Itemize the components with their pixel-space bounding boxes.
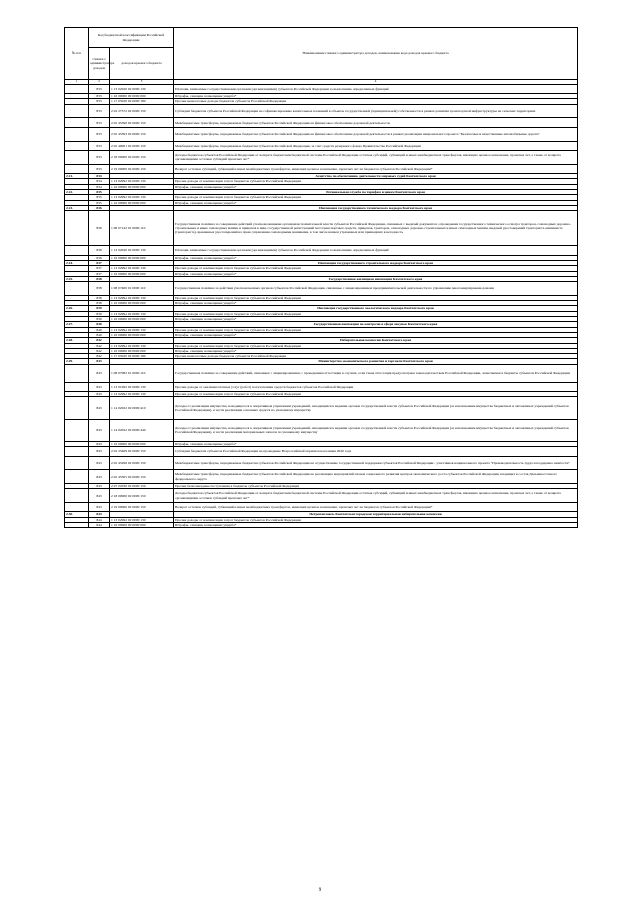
admin-code: 836 bbox=[89, 205, 110, 210]
admin-code: 836 bbox=[89, 211, 110, 246]
admin-code: 834 bbox=[89, 174, 110, 179]
table-row bbox=[65, 397, 578, 419]
revenue-code: 1 13 02992 02 0000 130 bbox=[110, 195, 174, 200]
revenue-name: Прочие доходы от компенсации затрат бюджетов субъектов Российской Федерации bbox=[174, 266, 578, 271]
admin-code: 843 bbox=[89, 382, 110, 391]
revenue-code: 1 14 02022 02 0000 440 bbox=[110, 419, 174, 441]
admin-code: 833 bbox=[89, 118, 110, 127]
revenue-name: Межбюджетные трансферты, передаваемые бюджетам субъектов Российской Федерации на финансовое обеспечение дорожной деятельности bbox=[174, 118, 578, 127]
table-row bbox=[65, 489, 578, 503]
row-number: 2.27. bbox=[65, 322, 89, 327]
revenue-code: 1 16 00000 00 0000 000 bbox=[110, 301, 174, 306]
table-header bbox=[65, 28, 578, 85]
admin-code: 833 bbox=[89, 150, 110, 164]
admin-code: 844 bbox=[89, 512, 110, 517]
revenue-name: Штрафы, санкции, возмещение ущерба* bbox=[174, 200, 578, 205]
revenue-code: 2 18 00000 02 0000 150 bbox=[110, 150, 174, 164]
column-number: 2 bbox=[89, 80, 110, 85]
revenue-name: Прочие доходы от компенсации затрат бюджетов субъектов Российской Федерации bbox=[174, 311, 578, 316]
admin-code: 843 bbox=[89, 503, 110, 512]
admin-code: 836 bbox=[89, 246, 110, 255]
admin-code: 843 bbox=[89, 364, 110, 382]
revenue-code: 1 13 02992 02 0000 130 bbox=[110, 266, 174, 271]
row-number: 2.24. bbox=[65, 260, 89, 265]
revenue-code: 1 13 01992 02 0000 130 bbox=[110, 382, 174, 391]
row-number bbox=[65, 104, 89, 118]
column-number: 4 bbox=[174, 80, 578, 85]
revenue-name: Прочие доходы от компенсации затрат бюджетов субъектов Российской Федерации bbox=[174, 179, 578, 184]
admin-code: 833 bbox=[89, 164, 110, 173]
revenue-name: Избирательная комиссия Камчатского края bbox=[174, 338, 578, 343]
revenue-name: Штрафы, санкции, возмещение ущерба* bbox=[174, 271, 578, 276]
admin-code: 842 bbox=[89, 354, 110, 359]
revenue-name: Государственная инспекция по контролю в сфере закупок Камчатского края bbox=[174, 322, 578, 327]
table-row bbox=[65, 84, 578, 93]
admin-code: 838 bbox=[89, 301, 110, 306]
admin-code: 833 bbox=[89, 94, 110, 99]
admin-code: 833 bbox=[89, 127, 110, 141]
row-number bbox=[65, 127, 89, 141]
header-number: № п/п bbox=[65, 28, 89, 80]
table-row bbox=[65, 364, 578, 382]
revenue-code: 2 02 45393 02 0000 150 bbox=[110, 127, 174, 141]
column-number: 1 bbox=[65, 80, 89, 85]
revenue-name: Межбюджетные трансферты, передаваемые бюджетам субъектов Российской Федерации на финансовое обеспечение дорожной деятельности в рамках реализации национального проекта "Безопасные и качественные автомобильные дороги" bbox=[174, 127, 578, 141]
row-number bbox=[65, 382, 89, 391]
row-number bbox=[65, 523, 89, 528]
admin-code: 843 bbox=[89, 484, 110, 489]
revenue-code: 1 16 00000 00 0000 000 bbox=[110, 200, 174, 205]
revenue-name: Штрафы, санкции, возмещение ущерба* bbox=[174, 441, 578, 446]
table-row bbox=[65, 382, 578, 391]
revenue-code: 1 13 02992 02 0000 130 bbox=[110, 295, 174, 300]
admin-code: 842 bbox=[89, 348, 110, 353]
admin-code: 843 bbox=[89, 392, 110, 397]
revenue-table bbox=[64, 27, 578, 528]
revenue-name: Возврат остатков субсидий, субвенций и иных межбюджетных трансфертов, имеющих целевое назначение, прошлых лет из бюджетов субъектов Российской Федерации* bbox=[174, 503, 578, 512]
row-number bbox=[65, 211, 89, 246]
revenue-code: 1 13 02020 02 0000 130 bbox=[110, 84, 174, 93]
admin-code: 837 bbox=[89, 271, 110, 276]
row-number bbox=[65, 84, 89, 93]
revenue-code: 1 13 02992 02 0000 130 bbox=[110, 343, 174, 348]
revenue-name: Доходы от реализации имущества, находящегося в оперативном управлении учреждений, находящихся в ведении органов государственной власти субъектов Российской Федерации (за исключением имущества бюджетных и автономных учреждений субъектов Российской Федерации), в части реализации основных средств по указанному имуществу bbox=[174, 397, 578, 419]
revenue-name: Субсидии бюджетам субъектов Российской Федерации на софинансирование капитальных вложений в объекты государственной (муниципальной) собственности в рамках развития транспортной инфраструктуры на сельских территориях bbox=[174, 104, 578, 118]
admin-code: 839 bbox=[89, 306, 110, 311]
row-number: 2.30. bbox=[65, 512, 89, 517]
page-number: 9 bbox=[318, 888, 322, 893]
table-row bbox=[65, 141, 578, 150]
revenue-name: Государственная пошлина за действия уполномоченных органов субъектов Российской Федерации, связанные с лицензированием предпринимательской деятельности по управлению многоквартирными домами bbox=[174, 282, 578, 296]
revenue-name: Агентство по обеспечению деятельности мировых судей Камчатского края bbox=[174, 174, 578, 179]
revenue-code: 1 08 07400 01 0000 110 bbox=[110, 282, 174, 296]
header-admin: главного администратора доходов bbox=[89, 48, 110, 80]
admin-code: 844 bbox=[89, 523, 110, 528]
header-revenue: доходов краевого бюджета bbox=[110, 48, 174, 80]
row-number: 2.21. bbox=[65, 174, 89, 179]
row-number bbox=[65, 419, 89, 441]
table-row bbox=[65, 150, 578, 164]
revenue-name: Доходы бюджетов субъектов Российской Федерации от возврата бюджетами бюджетной системы Российской Федерации остатков субсидий, субвенций и иных межбюджетных трансфертов, имеющих целевое назначение, прошлых лет, а также от возврата организациями остатков субсидий прошлых лет* bbox=[174, 489, 578, 503]
revenue-code: 1 16 00000 00 0000 000 bbox=[110, 441, 174, 446]
revenue-name: Штрафы, санкции, возмещение ущерба* bbox=[174, 94, 578, 99]
revenue-code: 2 02 25469 02 0000 150 bbox=[110, 447, 174, 456]
revenue-name: Прочие неналоговые доходы бюджетов субъектов Российской Федерации bbox=[174, 99, 578, 104]
revenue-name: Штрафы, санкции, возмещение ущерба* bbox=[174, 184, 578, 189]
revenue-name: Инспекция государственного экологического надзора Камчатского края bbox=[174, 306, 578, 311]
revenue-name: Прочие безвозмездные поступления в бюджеты субъектов Российской Федерации bbox=[174, 484, 578, 489]
row-number bbox=[65, 503, 89, 512]
revenue-code: 2 18 00000 02 0000 150 bbox=[110, 489, 174, 503]
revenue-code: 1 08 07142 01 0000 110 bbox=[110, 211, 174, 246]
row-number: 2.28. bbox=[65, 338, 89, 343]
revenue-name: Государственная жилищная инспекция Камчатского края bbox=[174, 276, 578, 281]
table-row bbox=[65, 127, 578, 141]
admin-code: 835 bbox=[89, 200, 110, 205]
admin-code: 839 bbox=[89, 317, 110, 322]
revenue-code: 2 02 45296 02 0000 150 bbox=[110, 456, 174, 470]
admin-code: 840 bbox=[89, 322, 110, 327]
table-row bbox=[65, 118, 578, 127]
row-number: 2.25. bbox=[65, 276, 89, 281]
revenue-name: Прочие доходы от компенсации затрат бюджетов субъектов Российской Федерации bbox=[174, 343, 578, 348]
admin-code: 843 bbox=[89, 456, 110, 470]
revenue-code: 1 16 00000 00 0000 000 bbox=[110, 255, 174, 260]
admin-code: 837 bbox=[89, 266, 110, 271]
admin-code: 838 bbox=[89, 276, 110, 281]
header-name: Наименование главного администратора доходов, наименование кода доходов краевого бюджета bbox=[174, 28, 578, 80]
admin-code: 843 bbox=[89, 441, 110, 446]
revenue-name: Штрафы, санкции, возмещение ущерба* bbox=[174, 332, 578, 337]
table-row bbox=[65, 104, 578, 118]
revenue-code: 2 19 00000 02 0000 150 bbox=[110, 164, 174, 173]
admin-code: 843 bbox=[89, 419, 110, 441]
row-number bbox=[65, 364, 89, 382]
admin-code: 843 bbox=[89, 489, 110, 503]
revenue-name: Государственная пошлина за совершение действий, связанных с лицензированием, с проведением аттестации в случаях, если такая аттестация предусмотрена законодательством Российской Федерации, зачисляемая в бюджеты субъектов Российской Федерации bbox=[174, 364, 578, 382]
row-number bbox=[65, 118, 89, 127]
admin-code: 838 bbox=[89, 295, 110, 300]
revenue-name: Прочие доходы от оказания платных услуг (работ) получателями средств бюджетов субъектов Российской Федерации bbox=[174, 382, 578, 391]
revenue-code: 1 13 02992 02 0000 130 bbox=[110, 311, 174, 316]
revenue-name: Прочие неналоговые доходы бюджетов субъектов Российской Федерации bbox=[174, 354, 578, 359]
revenue-code: 1 17 05020 02 0000 180 bbox=[110, 99, 174, 104]
revenue-name: Прочие доходы от компенсации затрат бюджетов субъектов Российской Федерации bbox=[174, 517, 578, 522]
table-row bbox=[65, 523, 578, 528]
revenue-name: Государственная пошлина за совершение действий уполномоченными органами исполнительной власти субъектов Российской Федерации, связанных с выдачей документов о проведении государственного технического осмотра тракторов, самоходных дорожно-строительных и иных самоходных машин и прицепов к ним, государственной регистрацией мототранспортных средств, прицепов, тракторов, самоходных дорожно-строительных и иных самоходных машин, выдачей удостоверений тракториста-машиниста (тракториста), временных удостоверений на право управления самоходными машинами, в том числе взамен утраченных или пришедших в негодность bbox=[174, 211, 578, 246]
revenue-name: Межбюджетные трансферты, передаваемые бюджетам субъектов Российской Федерации, за счет средств резервного фонда Правительства Российской Федерации bbox=[174, 141, 578, 150]
revenue-code: 1 13 02992 02 0000 130 bbox=[110, 392, 174, 397]
revenue-name: Штрафы, санкции, возмещение ущерба* bbox=[174, 523, 578, 528]
revenue-code: 1 13 02992 02 0000 130 bbox=[110, 517, 174, 522]
revenue-code: 1 16 00000 00 0000 000 bbox=[110, 94, 174, 99]
admin-code: 843 bbox=[89, 397, 110, 419]
row-number bbox=[65, 397, 89, 419]
admin-code: 840 bbox=[89, 327, 110, 332]
revenue-code: 1 16 00000 00 0000 000 bbox=[110, 184, 174, 189]
admin-code: 834 bbox=[89, 179, 110, 184]
revenue-code: 1 14 02022 02 0000 410 bbox=[110, 397, 174, 419]
revenue-code: 1 16 00000 00 0000 000 bbox=[110, 332, 174, 337]
revenue-name: Петропавловск-Камчатская городская территориальная избирательная комиссия bbox=[174, 512, 578, 517]
row-number: 2.23. bbox=[65, 205, 89, 210]
revenue-name: Инспекция государственного технического надзора Камчатского края bbox=[174, 205, 578, 210]
revenue-code: 1 17 05020 02 0000 180 bbox=[110, 354, 174, 359]
revenue-code: 2 02 27372 02 0000 150 bbox=[110, 104, 174, 118]
table-row bbox=[65, 470, 578, 484]
row-number bbox=[65, 141, 89, 150]
revenue-name: Штрафы, санкции, возмещение ущерба* bbox=[174, 255, 578, 260]
row-number bbox=[65, 150, 89, 164]
revenue-name: Штрафы, санкции, возмещение ущерба* bbox=[174, 348, 578, 353]
row-number: 2.29. bbox=[65, 359, 89, 364]
row-number: 2.26. bbox=[65, 306, 89, 311]
table-row bbox=[65, 246, 578, 255]
revenue-name: Доходы от реализации имущества, находящегося в оперативном управлении учреждений, находящихся в ведении органов государственной власти субъектов Российской Федерации (за исключением имущества бюджетных и автономных учреждений субъектов Российской Федерации), в части реализации материальных запасов по указанному имуществу bbox=[174, 419, 578, 441]
table-row bbox=[65, 503, 578, 512]
revenue-code: 1 16 00000 00 0000 000 bbox=[110, 523, 174, 528]
admin-code: 839 bbox=[89, 311, 110, 316]
revenue-name: Возврат остатков субсидий, субвенций и иных межбюджетных трансфертов, имеющих целевое назначение, прошлых лет из бюджетов субъектов Российской Федерации* bbox=[174, 164, 578, 173]
revenue-name: Межбюджетные трансферты, передаваемые бюджетам субъектов Российской Федерации на осуществление государственной поддержки субъектов Российской Федерации - участников национального проекта "Производительность труда и поддержка занятости" bbox=[174, 456, 578, 470]
column-number: 3 bbox=[110, 80, 174, 85]
revenue-code: 1 08 07082 01 0000 110 bbox=[110, 364, 174, 382]
revenue-code: 2 19 00000 02 0000 150 bbox=[110, 503, 174, 512]
admin-code: 842 bbox=[89, 343, 110, 348]
revenue-name: Прочие доходы от компенсации затрат бюджетов субъектов Российской Федерации bbox=[174, 195, 578, 200]
revenue-name: Региональная служба по тарифам и ценам Камчатского края bbox=[174, 189, 578, 194]
revenue-name: Министерство экономического развития и торговли Камчатского края bbox=[174, 359, 578, 364]
table-row bbox=[65, 419, 578, 441]
admin-code: 833 bbox=[89, 84, 110, 93]
revenue-code: 1 16 00000 00 0000 000 bbox=[110, 348, 174, 353]
revenue-code: 2 02 45390 02 0000 150 bbox=[110, 118, 174, 127]
admin-code: 833 bbox=[89, 99, 110, 104]
revenue-code: 1 13 02020 02 0000 130 bbox=[110, 246, 174, 255]
row-number bbox=[65, 164, 89, 173]
admin-code: 838 bbox=[89, 282, 110, 296]
admin-code: 833 bbox=[89, 141, 110, 150]
revenue-code: 1 16 00000 00 0000 000 bbox=[110, 271, 174, 276]
row-number bbox=[65, 282, 89, 296]
admin-code: 834 bbox=[89, 184, 110, 189]
table-row bbox=[65, 211, 578, 246]
revenue-code: 1 13 02992 02 0000 130 bbox=[110, 327, 174, 332]
admin-code: 840 bbox=[89, 332, 110, 337]
table-row bbox=[65, 456, 578, 470]
revenue-name: Прочие доходы от компенсации затрат бюджетов субъектов Российской Федерации bbox=[174, 392, 578, 397]
admin-code: 835 bbox=[89, 189, 110, 194]
table-row bbox=[65, 164, 578, 173]
revenue-name: Субсидии бюджетам субъектов Российской Федерации на проведение Всероссийской переписи населения 2020 года bbox=[174, 447, 578, 456]
revenue-code: 2 02 45505 02 0000 150 bbox=[110, 470, 174, 484]
admin-code: 836 bbox=[89, 255, 110, 260]
row-number: 2.22. bbox=[65, 189, 89, 194]
admin-code: 843 bbox=[89, 359, 110, 364]
revenue-name: Штрафы, санкции, возмещение ущерба* bbox=[174, 317, 578, 322]
admin-code: 842 bbox=[89, 338, 110, 343]
row-number bbox=[65, 470, 89, 484]
revenue-name: Прочие доходы от компенсации затрат бюджетов субъектов Российской Федерации bbox=[174, 327, 578, 332]
admin-code: 843 bbox=[89, 447, 110, 456]
admin-code: 837 bbox=[89, 260, 110, 265]
revenue-name: Прочие доходы от компенсации затрат бюджетов субъектов Российской Федерации bbox=[174, 295, 578, 300]
revenue-name: Платежи, взимаемые государственными органами (организациями) субъектов Российской Федерации за выполнение определенных функций bbox=[174, 246, 578, 255]
row-number bbox=[65, 456, 89, 470]
table-row bbox=[65, 447, 578, 456]
revenue-name: Платежи, взимаемые государственными органами (организациями) субъектов Российской Федерации за выполнение определенных функций bbox=[174, 84, 578, 93]
row-number bbox=[65, 246, 89, 255]
header-kbk: Код бюджетной классификации Российской Федерации bbox=[89, 28, 174, 48]
revenue-name: Штрафы, санкции, возмещение ущерба* bbox=[174, 301, 578, 306]
revenue-code: 2 07 02030 02 0000 150 bbox=[110, 484, 174, 489]
row-number bbox=[65, 447, 89, 456]
admin-code: 844 bbox=[89, 517, 110, 522]
admin-code: 835 bbox=[89, 195, 110, 200]
revenue-name: Доходы бюджетов субъектов Российской Федерации от возврата бюджетами бюджетной системы Российской Федерации остатков субсидий, субвенций и иных межбюджетных трансфертов, имеющих целевое назначение, прошлых лет, а также от возврата организациями остатков субсидий прошлых лет* bbox=[174, 150, 578, 164]
revenue-code: 2 02 49001 02 0000 150 bbox=[110, 141, 174, 150]
revenue-name: Инспекция государственного строительного надзора Камчатского края bbox=[174, 260, 578, 265]
table-body bbox=[65, 84, 578, 528]
admin-code: 843 bbox=[89, 470, 110, 484]
table-row bbox=[65, 282, 578, 296]
revenue-code: 1 16 00000 00 0000 000 bbox=[110, 317, 174, 322]
row-number bbox=[65, 489, 89, 503]
revenue-name: Межбюджетные трансферты, передаваемые бюджетам субъектов Российской Федерации на реализацию мероприятий планов социального развития центров экономического роста субъектов Российской Федерации, входящих в состав Дальневосточного федерального округа bbox=[174, 470, 578, 484]
admin-code: 833 bbox=[89, 104, 110, 118]
revenue-code: 1 13 02992 02 0000 130 bbox=[110, 179, 174, 184]
